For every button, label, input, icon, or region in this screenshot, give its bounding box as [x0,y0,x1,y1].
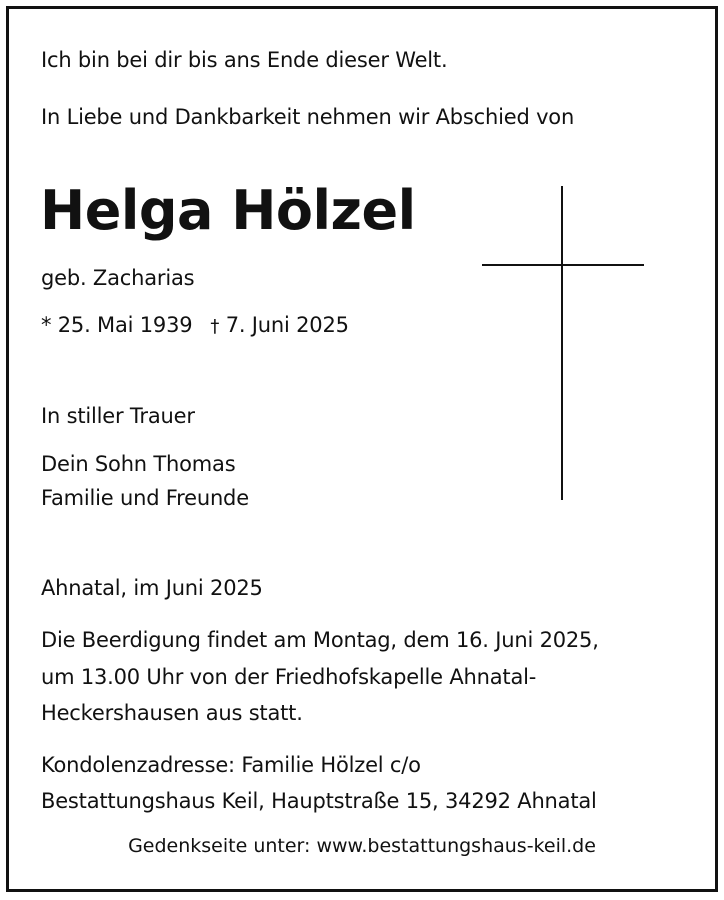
verse: Ich bin bei dir bis ans Ende dieser Welt. [41,48,448,72]
life-dates [41,309,349,343]
birth-date: * 25. Mai 1939 [41,313,193,337]
cross-icon [476,182,648,504]
maiden-name: geb. Zacharias [41,266,195,290]
deceased-name: Helga Hölzel [40,179,416,242]
condolence-line-1: Kondolenzadresse: Familie Hölzel c/o [41,753,421,777]
cross-horizontal-bar [482,264,644,266]
dagger-icon: † [210,316,220,337]
memorial-link[interactable]: Gedenkseite unter: www.bestattungshaus-keil.de [128,835,596,857]
death-date: 7. Juni 2025 [225,313,349,337]
mourner-2: Familie und Freunde [41,486,249,510]
condolence-line-2: Bestattungshaus Keil, Hauptstraße 15, 34292 Ahnatal [41,789,597,813]
intro-text: In Liebe und Dankbarkeit nehmen wir Abschied von [41,105,575,129]
mourner-1: Dein Sohn Thomas [41,452,236,476]
funeral-line-2: um 13.00 Uhr von der Friedhofskapelle Ahnatal- [41,665,537,689]
cross-vertical-bar [561,186,563,500]
funeral-line-3: Heckershausen aus statt. [41,701,303,725]
mourning-heading: In stiller Trauer [41,404,195,428]
funeral-line-1: Die Beerdigung findet am Montag, dem 16. Juni 2025, [41,628,599,652]
place-date: Ahnatal, im Juni 2025 [41,576,263,600]
